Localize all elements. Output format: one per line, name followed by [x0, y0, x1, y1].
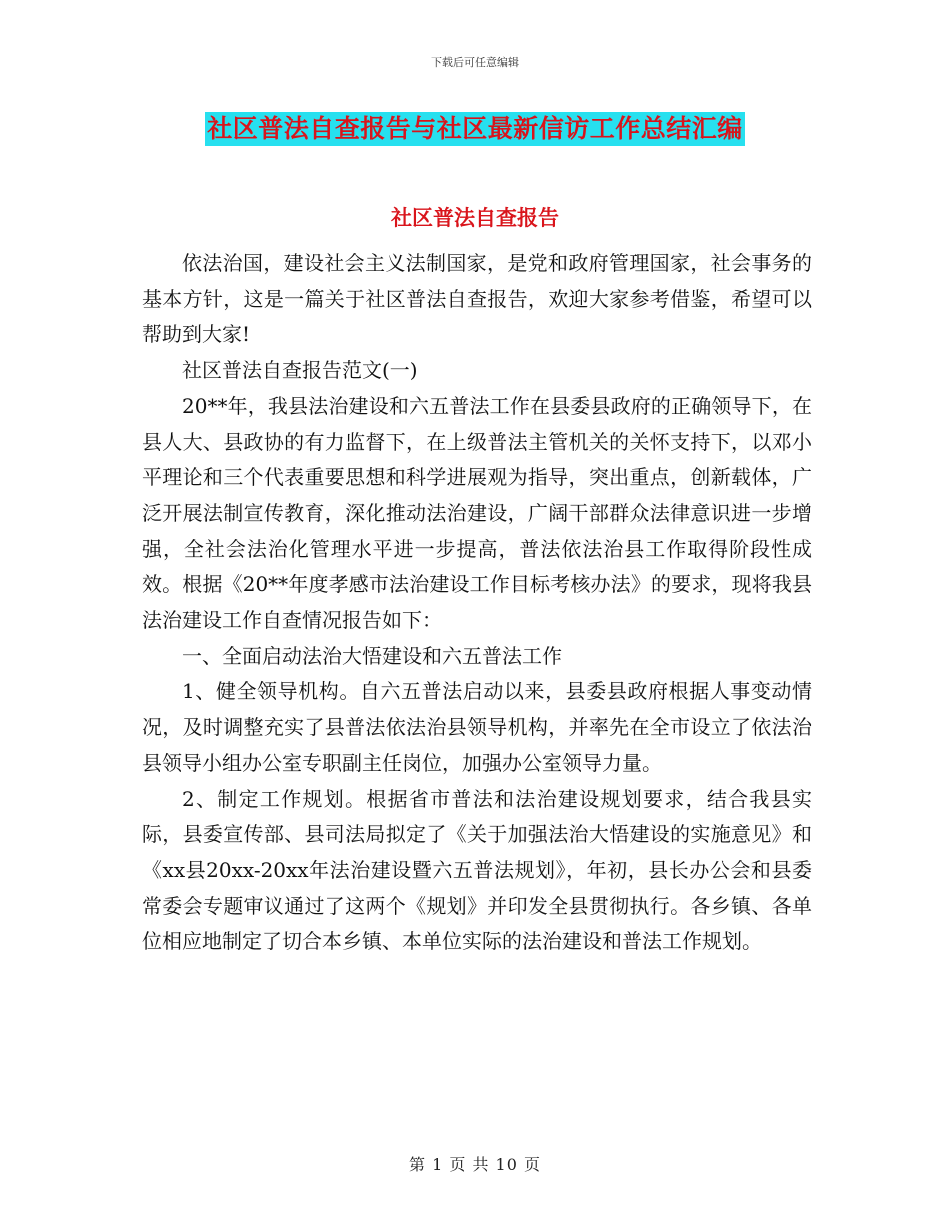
- page-number-footer: 第 1 页 共 10 页: [409, 1155, 541, 1174]
- paragraph-intro: 依法治国，建设社会主义法制国家，是党和政府管理国家，社会事务的基本方针，这是一篇关于社区普法自查报告，欢迎大家参考借鉴，希望可以帮助到大家!: [142, 251, 812, 347]
- paragraph-summary: 20**年，我县法治建设和六五普法工作在县委县政府的正确领导下，在县人大、县政协的有力监督下，在上级普法主管机关的关怀支持下，以邓小平理论和三个代表重要思想和科学进展观为指导，突出重点，创新载体，广泛开展法制宣传教育，深化推动法治建设，广阔干部群众法律意识进一步增强，全社会法治化管理水平进一步提高，普法依法治县工作取得阶段性成效。根据《20**年度孝感市法治建设工作目标考核办法》的要求，现将我县法治建设工作自查情况报告如下：: [142, 393, 812, 633]
- paragraph-item-two: 2、制定工作规划。根据省市普法和法治建设规划要求，结合我县实际，县委宣传部、县司法局拟定了《关于加强法治大悟建设的实施意见》和《xx县20xx-20xx年法治建设暨六五普法规划》，年初，县长办公会和县委常委会专题审议通过了这两个《规划》并印发全县贯彻执行。各乡镇、各单位相应地制定了切合本乡镇、本单位实际的法治建设和普法工作规划。: [142, 786, 812, 954]
- document-body: [142, 246, 812, 960]
- main-title: 社区普法自查报告与社区最新信访工作总结汇编: [205, 112, 745, 146]
- paragraph-subheading: 社区普法自查报告范文(一): [182, 358, 418, 383]
- paragraph-heading-one: 一、全面启动法治大悟建设和六五普法工作: [182, 643, 562, 668]
- header-note: 下载后可任意编辑: [431, 56, 519, 69]
- paragraph-item-one: 1、健全领导机构。自六五普法启动以来，县委县政府根据人事变动情况，及时调整充实了县普法依法治县领导机构，并率先在全市设立了依法治县领导小组办公室专职副主任岗位，加强办公室领导力量。: [142, 679, 812, 775]
- main-title-wrap: [0, 112, 950, 146]
- section-title: 社区普法自查报告: [391, 205, 559, 230]
